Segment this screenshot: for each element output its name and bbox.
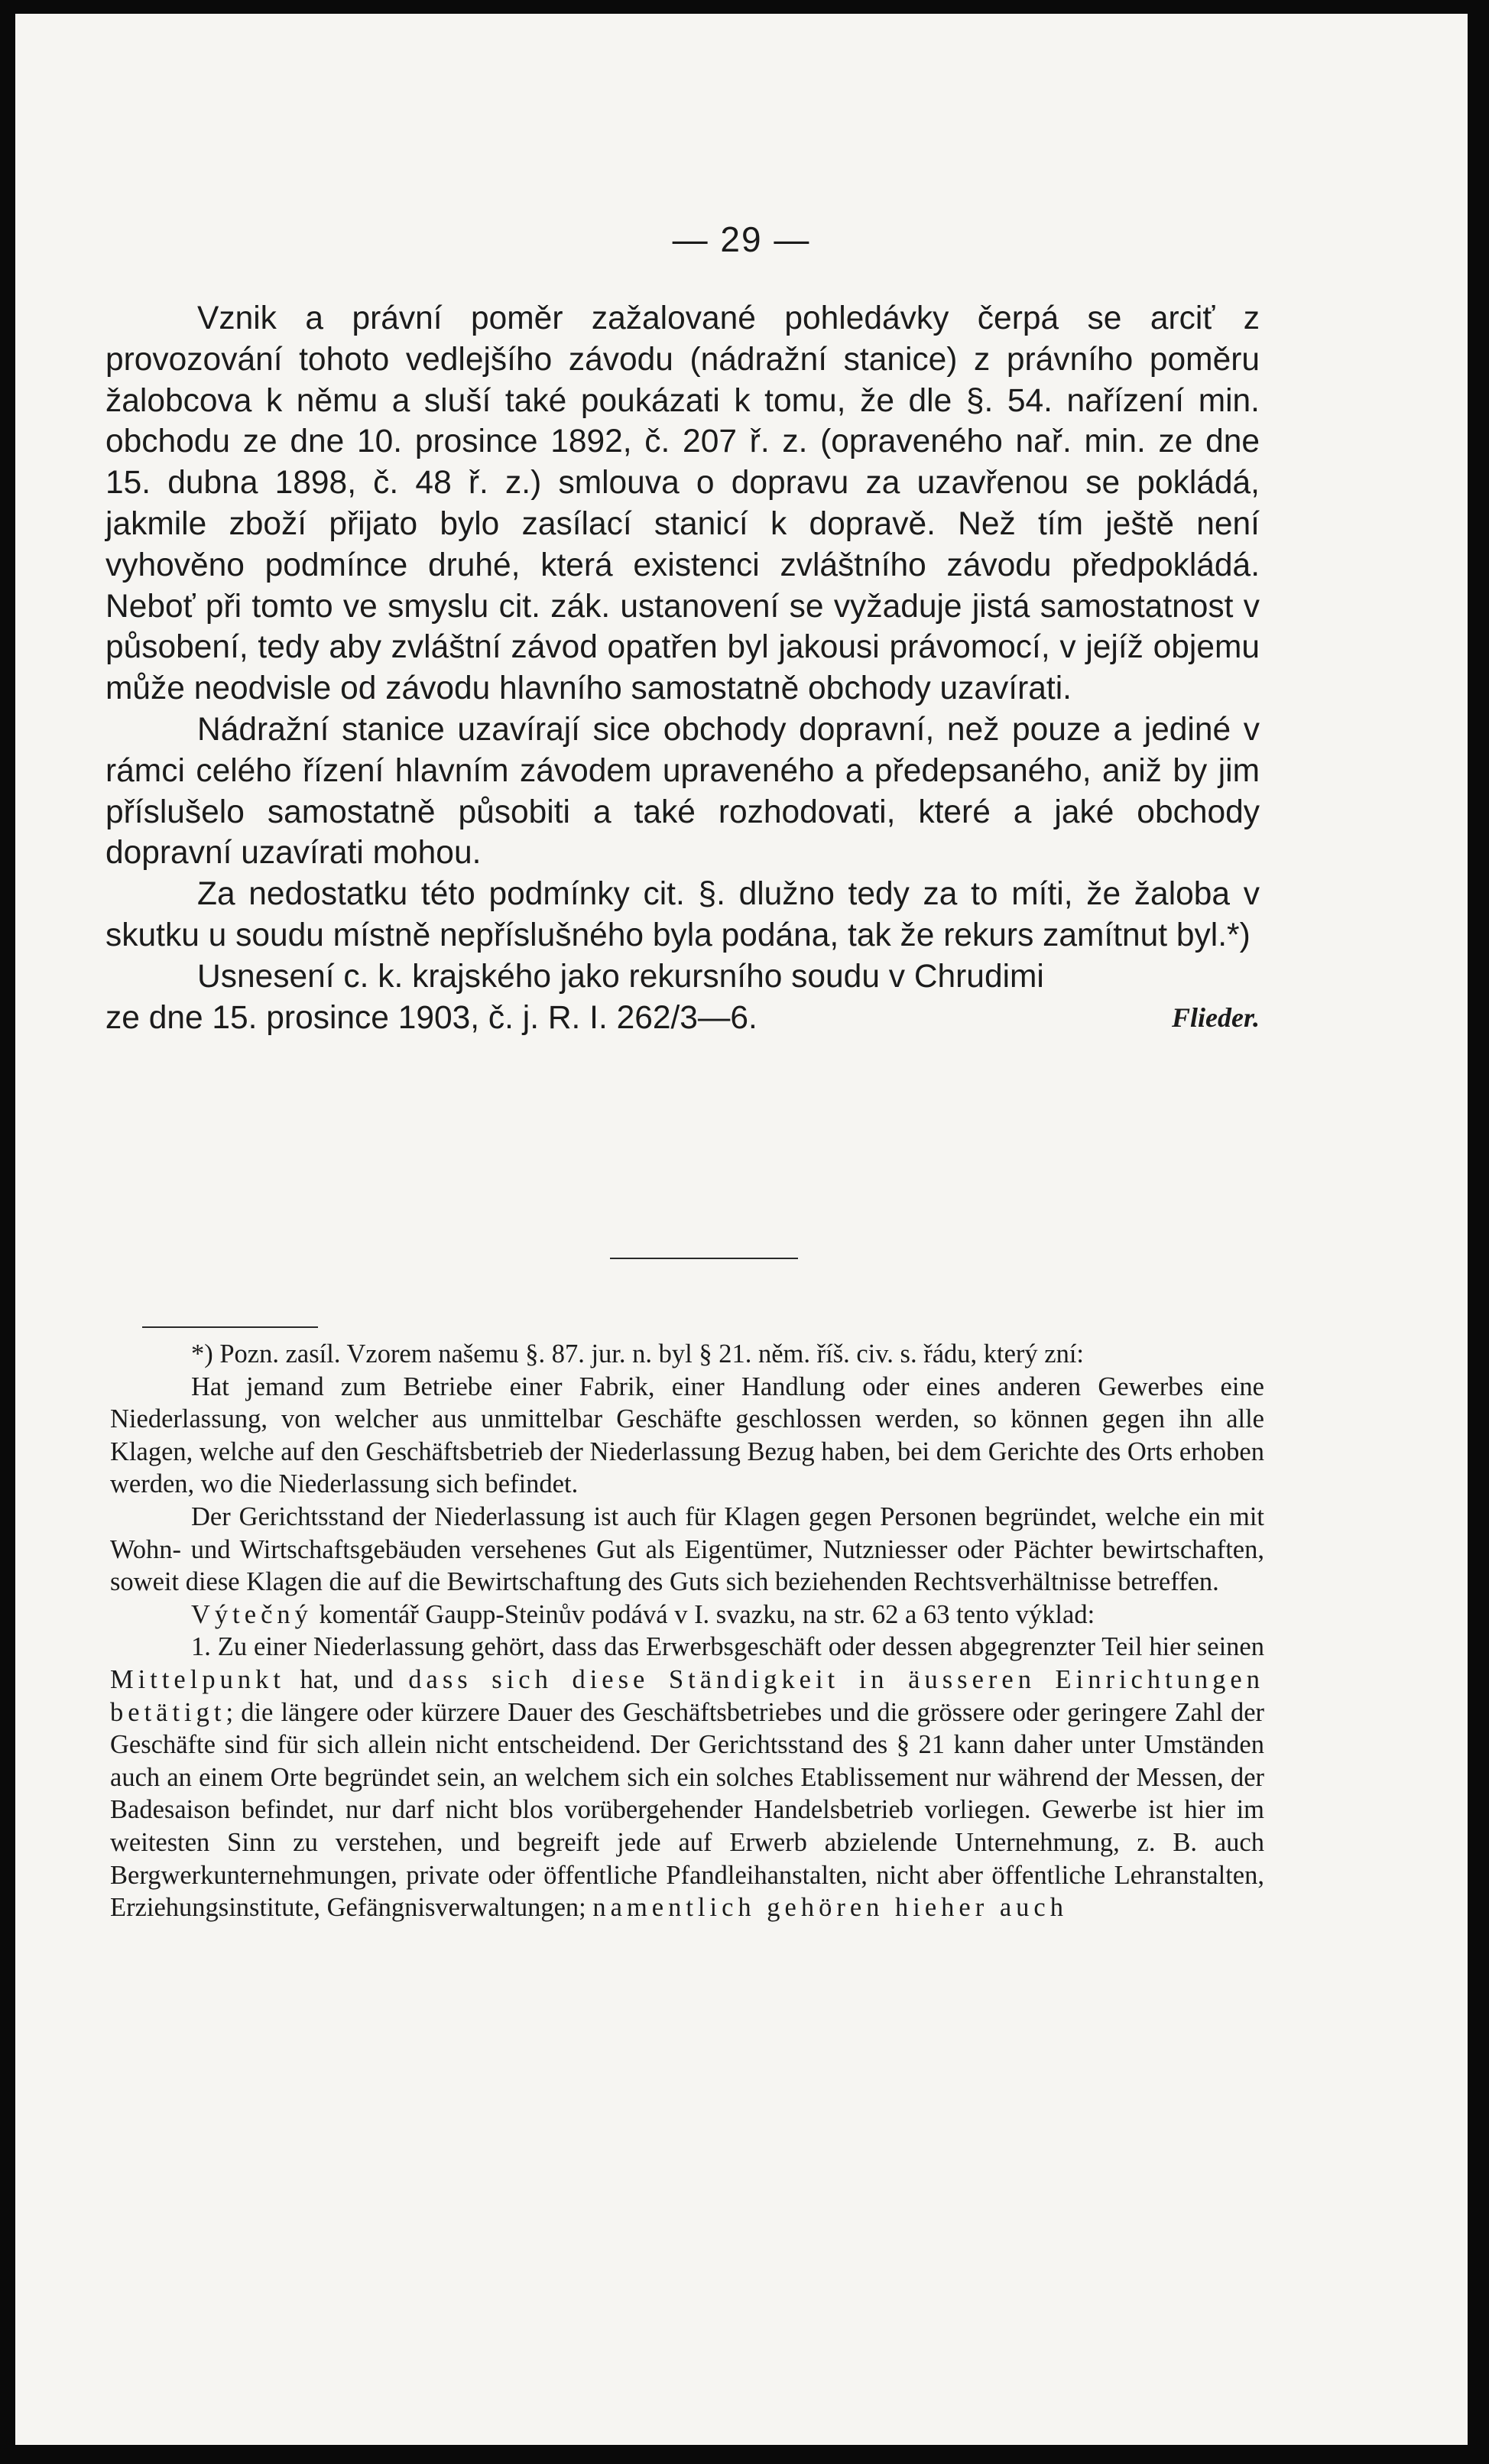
point-1-emphasis-c: namentlich gehören hieher auch	[592, 1893, 1068, 1923]
paragraph-4-line-1: Usnesení c. k. krajského jako rekursního soudu v Chrudimi	[197, 958, 1044, 995]
paragraph-1: Vznik a právní poměr zažalované pohledávky čerpá se arciť z provozování tohoto vedlejšího závodu (nádražní stanice) z právního poměru žalobcova k němu a sluší také poukázati k tomu, že dle §. 54. nařízení min. obchodu ze dne 10. prosince 1892, č. 207 ř. z. (opraveného nař. min. ze dne 15. dubna 1898, č. 48 ř. z.) smlouva o dopravu za uzavřenou se pokládá, jakmile zboží přijato bylo zasílací stanicí k dopravě. Než tím ještě není vyhověno podmínce druhé, která existenci zvláštního závodu předpokládá. Neboť při tomto ve smyslu cit. zák. ustanovení se vyžaduje jistá samostatnost v působení, tedy aby zvláštní závod opatřen byl jakousi právomocí, v jejíž objemu může neodvisle od závodu hlavního samostatně obchody uzavírati.	[105, 300, 1260, 707]
footnote-quote-1: Hat jemand zum Betriebe einer Fabrik, einer Handlung oder eines anderen Gewerbes eine Niederlassung, von welcher aus unmittelbar Geschäfte geschlossen werden, so können gegen ihn alle Klagen, welche auf den Geschäftsbetrieb der Niederlassung Bezug haben, bei dem Gerichte des Orts erhoben werden, wo die Niederlassung sich befindet.	[110, 1372, 1264, 1499]
footnote-quote-2: Der Gerichtsstand der Niederlassung ist auch für Klagen gegen Personen begründet, welche ein mit Wohn- und Wirtschaftsgebäuden versehenes Gut als Eigentümer, Nutzniesser oder Pächter bewirtschaften, soweit diese Klagen die auf die Bewirtschaftung des Guts sich beziehenden Rechtsverhältnisse betreffen.	[110, 1501, 1264, 1597]
commentary-text: komentář Gaupp-Steinův podává v I. svazku, na str. 62 a 63 tento výklad:	[312, 1599, 1095, 1629]
footnote-intro: *) Pozn. zasíl. Vzorem našemu §. 87. jur. n. byl § 21. něm. říš. civ. s. řádu, který zní:	[191, 1339, 1084, 1368]
spaced-word: Výtečný	[191, 1599, 313, 1629]
point-1-part-c: hat, und	[284, 1664, 409, 1694]
footnote-point-1	[110, 1631, 1264, 1923]
point-1-emphasis-b: dass sich diese Ständigkeit in äusseren Einrichtungen betätigt	[110, 1664, 1264, 1727]
signature: Flieder.	[1172, 1002, 1260, 1033]
paragraph-3: Za nedostatku této podmínky cit. §. dlužno tedy za to míti, že žaloba v skutku u soudu místně nepříslušného byla podána, tak že rekurs zamítnut byl.*)	[105, 876, 1260, 953]
point-1-part-e: ; die längere oder kürzere Dauer des Geschäftsbetriebes und die grössere oder geringere Zahl der Geschäfte sind für sich allein nicht entscheidend. Der Gerichtsstand des § 21 kann daher unter Umständen auch an einem Orte begründet sein, an welchem sich ein solches Etablissement nur während der Messen, der Badesaison befindet, nur darf nicht blos vorübergehender Handelsbetrieb vorliegen. Gewerbe ist hier im weitesten Sinn zu verstehen, und begreift jede auf Erwerb abzielende Unternehmung, z. B. auch Bergwerkunternehmungen, private oder öffentliche Pfandleihanstalten, nicht aber öffentliche Lehranstalten, Erziehungsinstitute, Gefängnisverwaltungen;	[110, 1697, 1264, 1923]
point-1-part-a: 1. Zu einer Niederlassung gehört, dass das Erwerbsgeschäft oder dessen abgegrenzter Teil hier seinen	[191, 1632, 1264, 1662]
page-number: — 29 —	[672, 219, 811, 259]
paragraph-2: Nádražní stanice uzavírají sice obchody dopravní, než pouze a jediné v rámci celého řízení hlavním závodem upraveného a předepsaného, aniž by jim příslušelo samostatně působiti a také rozhodovati, které a jaké obchody dopravní uzavírati mohou.	[105, 711, 1260, 872]
paragraph-4-line-2	[105, 998, 1260, 1039]
footnote-commentary	[110, 1599, 1264, 1631]
footnote-block	[110, 1338, 1264, 1924]
decision-reference: ze dne 15. prosince 1903, č. j. R. I. 262/3—6.	[105, 999, 757, 1036]
book-page	[15, 14, 1468, 2445]
section-divider	[610, 1258, 798, 1259]
point-1-emphasis-a: Mittelpunkt	[110, 1664, 285, 1694]
footnote-divider	[142, 1326, 318, 1328]
main-text	[105, 298, 1260, 1038]
